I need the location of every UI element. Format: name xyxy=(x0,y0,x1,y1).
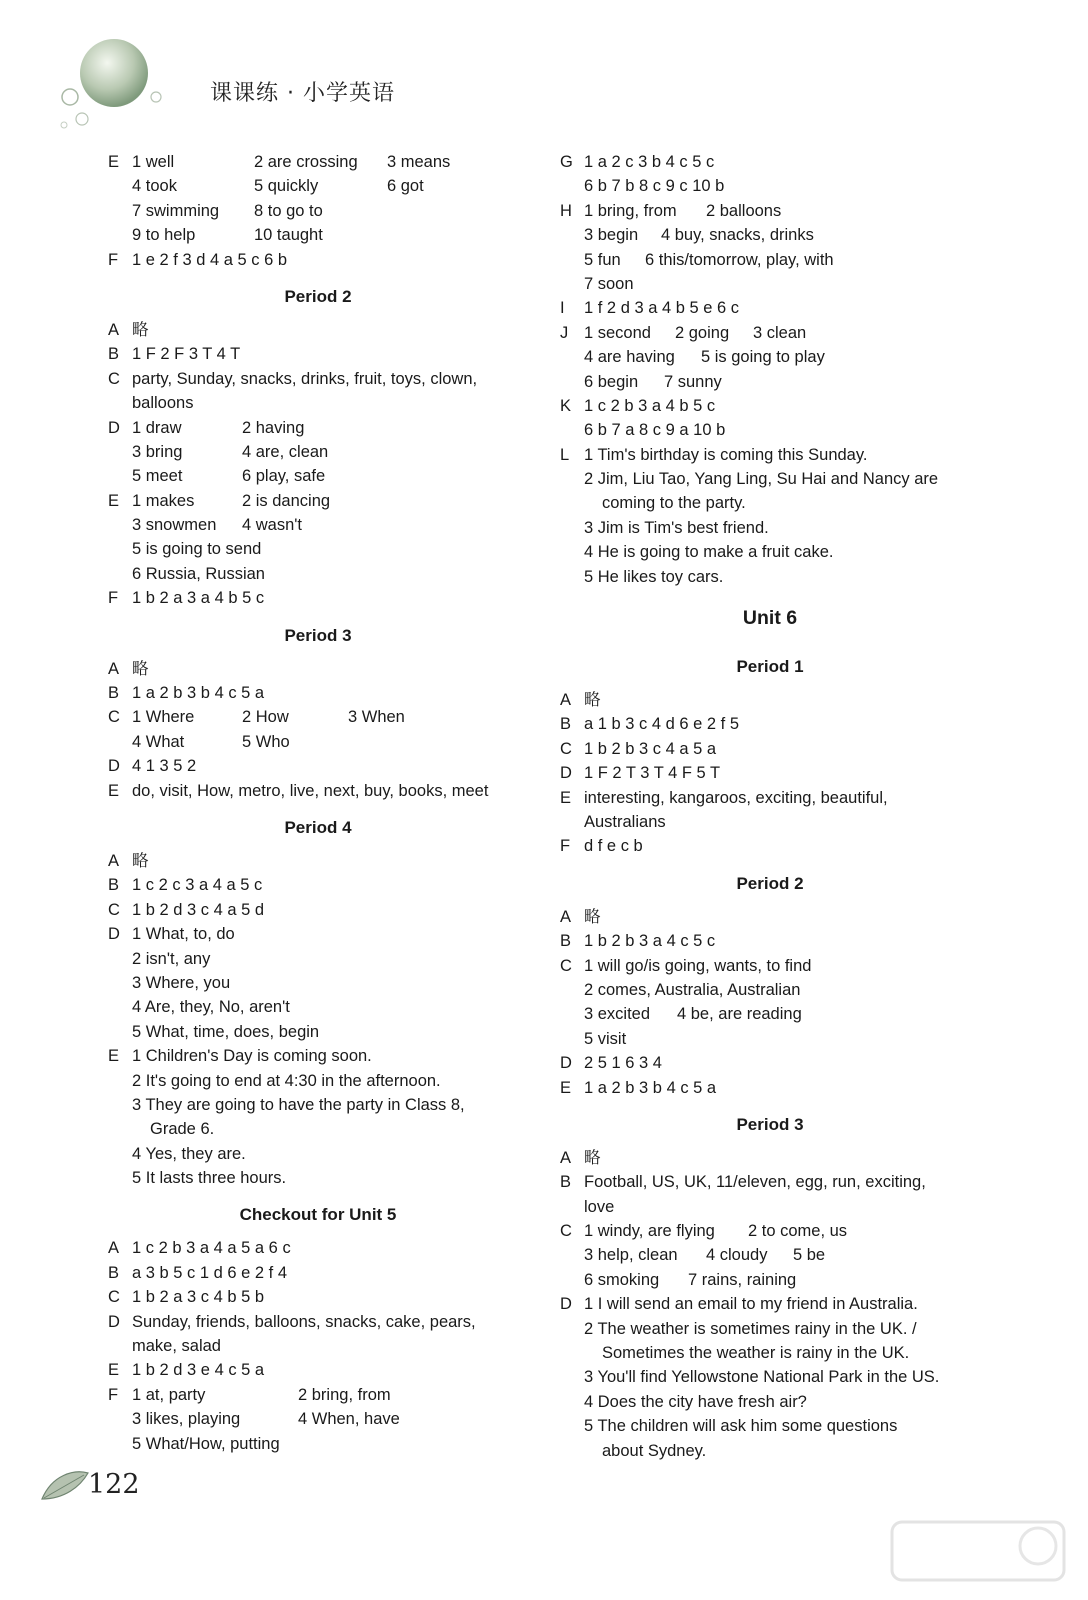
answer-item: 2 going xyxy=(675,323,730,342)
answer-line xyxy=(108,367,528,391)
answer-line xyxy=(108,248,528,272)
exercise-letter: D xyxy=(108,757,120,776)
exercise-letter: E xyxy=(108,1047,120,1066)
answer-line xyxy=(560,737,980,761)
exercise-letter: C xyxy=(560,739,572,758)
answer-item: 6 b 7 a 8 c 9 a 10 b xyxy=(584,421,726,440)
exercise-letter: F xyxy=(108,250,119,269)
page-footer xyxy=(40,1465,240,1515)
answer-item: 3 They are going to have the party in Class 8, xyxy=(132,1095,465,1114)
answer-item: 4 are, clean xyxy=(242,442,329,461)
answer-item: a 1 b 3 c 4 d 6 e 2 f 5 xyxy=(584,715,740,734)
answer-item: 1 f 2 d 3 a 4 b 5 e 6 c xyxy=(584,299,740,318)
answer-line xyxy=(560,418,980,442)
answer-item: 7 rains, raining xyxy=(688,1270,797,1289)
answer-line xyxy=(560,321,980,345)
exercise-letter: I xyxy=(560,299,565,318)
exercise-letter: B xyxy=(560,932,572,951)
exercise-letter: D xyxy=(108,1312,120,1331)
answer-item: do, visit, How, metro, live, next, buy, books, meet xyxy=(132,781,489,800)
exercise-letter: D xyxy=(560,1054,572,1073)
answer-line xyxy=(108,898,528,922)
answer-item: 5 Who xyxy=(242,732,290,751)
answer-item: 4 wasn't xyxy=(242,516,303,535)
answer-line xyxy=(560,540,980,564)
answer-line xyxy=(560,1195,980,1219)
answer-item: 1 b 2 d 3 c 4 a 5 d xyxy=(132,900,265,919)
answer-line xyxy=(108,1383,528,1407)
answer-line xyxy=(560,1292,980,1316)
answer-line xyxy=(108,440,528,464)
answer-item: coming to the party. xyxy=(602,494,746,513)
section-heading: Period 3 xyxy=(736,1114,804,1134)
exercise-letter: C xyxy=(108,900,120,919)
exercise-letter: A xyxy=(560,907,572,926)
unit-title: Unit 6 xyxy=(742,607,798,630)
answer-item: 略 xyxy=(584,1148,601,1167)
exercise-letter: E xyxy=(108,781,120,800)
answer-item: party, Sunday, snacks, drinks, fruit, toys, clown, xyxy=(132,369,478,388)
answer-item: 2 How xyxy=(242,708,289,727)
answer-line xyxy=(560,248,980,272)
answer-item: 1 a 2 b 3 b 4 c 5 a xyxy=(584,1078,717,1097)
answer-line xyxy=(108,754,528,778)
answer-item: 3 means xyxy=(387,153,451,171)
answer-item: 6 this/tomorrow, play, with xyxy=(645,250,834,269)
answer-item: 3 help, clean xyxy=(584,1246,678,1265)
answer-item: 2 is dancing xyxy=(242,491,331,510)
exercise-letter: E xyxy=(108,1361,120,1380)
answer-item: 1 b 2 b 3 c 4 a 5 a xyxy=(584,739,717,758)
answer-line xyxy=(108,1236,528,1260)
answer-item: 1 Tim's birthday is coming this Sunday. xyxy=(584,445,868,464)
exercise-letter: H xyxy=(560,201,572,220)
answer-item: about Sydney. xyxy=(602,1441,707,1460)
answer-item: 1 bring, from xyxy=(584,201,677,220)
answer-line xyxy=(560,1439,980,1463)
answer-line xyxy=(108,199,528,223)
answer-item: 1 What, to, do xyxy=(132,925,235,944)
exercise-letter: C xyxy=(108,369,120,388)
exercise-letter: B xyxy=(560,1173,572,1192)
answer-line xyxy=(108,1093,528,1117)
answer-line xyxy=(108,1069,528,1093)
answer-item: 6 smoking xyxy=(584,1270,660,1289)
answer-line xyxy=(560,1051,980,1075)
answer-item: Football, US, UK, 11/eleven, egg, run, exciting, xyxy=(584,1173,926,1192)
answer-line xyxy=(108,1020,528,1044)
answer-item: 6 begin xyxy=(584,372,639,391)
section-heading: Checkout for Unit 5 xyxy=(239,1205,397,1225)
answer-item: Australians xyxy=(584,812,666,831)
answer-line xyxy=(108,1285,528,1309)
answer-item: love xyxy=(584,1197,615,1216)
exercise-letter: C xyxy=(108,708,120,727)
answer-item: 1 b 2 a 3 a 4 b 5 c xyxy=(132,589,265,608)
answer-line xyxy=(108,922,528,946)
answer-line xyxy=(108,995,528,1019)
answer-line xyxy=(108,391,528,415)
answer-item: 5 is going to send xyxy=(132,540,262,559)
answer-line xyxy=(560,761,980,785)
answer-line xyxy=(560,565,980,589)
answer-item: 5 The children will ask him some questions xyxy=(584,1417,898,1436)
answer-item: 1 e 2 f 3 d 4 a 5 c 6 b xyxy=(132,250,288,269)
answer-item: 2 to come, us xyxy=(748,1222,848,1241)
answer-item: make, salad xyxy=(132,1337,221,1356)
answer-item: 略 xyxy=(132,851,149,870)
answer-line xyxy=(560,1219,980,1243)
answer-line xyxy=(108,1166,528,1190)
answer-item: 1 Where xyxy=(132,708,195,727)
exercise-letter: G xyxy=(560,153,573,171)
exercise-letter: C xyxy=(560,956,572,975)
answer-item: 4 be, are reading xyxy=(677,1005,802,1024)
answer-line xyxy=(560,150,980,174)
exercise-letter: K xyxy=(560,396,572,415)
answer-item: 1 b 2 a 3 c 4 b 5 b xyxy=(132,1288,265,1307)
answer-line xyxy=(560,712,980,736)
section-heading: Period 2 xyxy=(284,286,352,306)
exercise-letter: D xyxy=(108,418,120,437)
answer-line xyxy=(560,1002,980,1026)
answer-line xyxy=(560,467,980,491)
answer-item: 5 It lasts three hours. xyxy=(132,1169,287,1188)
answer-item: 略 xyxy=(584,691,601,710)
answer-item: 3 snowmen xyxy=(132,516,217,535)
section-heading: Period 2 xyxy=(736,873,804,893)
answer-item: 1 well xyxy=(132,153,175,171)
answer-line xyxy=(108,464,528,488)
exercise-letter: A xyxy=(108,1239,120,1258)
exercise-letter: E xyxy=(108,491,120,510)
answer-item: 1 makes xyxy=(132,491,195,510)
answer-line xyxy=(108,1261,528,1285)
exercise-letter: D xyxy=(560,764,572,783)
answer-item: 10 taught xyxy=(254,226,323,245)
answer-line xyxy=(560,1341,980,1365)
answer-item: 3 Jim is Tim's best friend. xyxy=(584,518,769,537)
answer-line xyxy=(560,1170,980,1194)
answer-item: 2 having xyxy=(242,418,305,437)
answer-item: 9 to help xyxy=(132,226,196,245)
answer-line xyxy=(560,688,980,712)
answer-item: 1 a 2 b 3 b 4 c 5 a xyxy=(132,684,265,703)
answer-line xyxy=(108,150,528,174)
answer-line xyxy=(560,1317,980,1341)
answer-line xyxy=(108,174,528,198)
answer-item: 2 comes, Australia, Australian xyxy=(584,980,801,999)
answer-line xyxy=(560,199,980,223)
answer-item: 5 is going to play xyxy=(701,348,825,367)
answer-item: 5 be xyxy=(793,1246,826,1265)
answer-item: interesting, kangaroos, exciting, beautiful, xyxy=(584,788,888,807)
answer-item: 2 balloons xyxy=(706,201,782,220)
answer-line xyxy=(560,1268,980,1292)
answer-line xyxy=(108,1310,528,1334)
answer-line xyxy=(108,849,528,873)
answer-item: 6 got xyxy=(387,177,424,196)
answer-line xyxy=(560,1243,980,1267)
answer-line xyxy=(560,978,980,1002)
exercise-letter: A xyxy=(560,691,572,710)
answer-item: 4 buy, snacks, drinks xyxy=(661,226,814,245)
answer-line xyxy=(108,705,528,729)
exercise-letter: E xyxy=(108,153,120,171)
answer-line xyxy=(560,1076,980,1100)
answer-item: 3 When xyxy=(348,708,405,727)
page-header xyxy=(30,30,450,140)
answer-line xyxy=(560,954,980,978)
answer-item: 6 play, safe xyxy=(242,467,326,486)
answer-item: 略 xyxy=(132,320,149,339)
answer-item: 3 likes, playing xyxy=(132,1410,241,1429)
exercise-letter: F xyxy=(108,589,119,608)
answer-line xyxy=(108,562,528,586)
section-heading: Period 1 xyxy=(736,657,804,677)
answer-line xyxy=(108,1334,528,1358)
answer-item: 1 F 2 F 3 T 4 T xyxy=(132,345,241,364)
answer-line xyxy=(560,516,980,540)
answer-item: 1 second xyxy=(584,323,651,342)
answer-line xyxy=(108,223,528,247)
page-header-title: 课课练 · 小学英语 xyxy=(210,81,395,106)
watermark-logo-icon xyxy=(888,1516,1068,1586)
answer-line xyxy=(560,786,980,810)
answer-item: 4 Are, they, No, aren't xyxy=(132,998,290,1017)
answer-line xyxy=(560,1365,980,1389)
answer-item: 3 bring xyxy=(132,442,183,461)
answer-item: Grade 6. xyxy=(150,1120,215,1139)
leaf-icon xyxy=(40,1469,90,1505)
answer-line xyxy=(560,370,980,394)
exercise-letter: B xyxy=(108,876,120,895)
answer-line xyxy=(560,296,980,320)
answer-item: 2 bring, from xyxy=(298,1385,391,1404)
answer-item: 5 meet xyxy=(132,467,183,486)
exercise-letter: F xyxy=(108,1385,119,1404)
answer-line xyxy=(560,223,980,247)
exercise-letter: J xyxy=(560,323,569,342)
answer-item: 1 windy, are flying xyxy=(584,1222,715,1241)
answer-item: 1 c 2 b 3 a 4 a 5 a 6 c xyxy=(132,1239,291,1258)
answer-item: Sunday, friends, balloons, snacks, cake, pears, xyxy=(132,1312,476,1331)
answer-item: 略 xyxy=(132,659,149,678)
answer-line xyxy=(108,537,528,561)
answer-item: 4 Yes, they are. xyxy=(132,1144,246,1163)
answer-item: 1 a 2 c 3 b 4 c 5 c xyxy=(584,153,715,171)
answer-line xyxy=(108,586,528,610)
answer-line xyxy=(560,810,980,834)
exercise-letter: A xyxy=(108,320,120,339)
answer-line xyxy=(108,873,528,897)
answer-item: 1 b 2 d 3 e 4 c 5 a xyxy=(132,1361,265,1380)
right-answer-column xyxy=(560,150,980,1463)
answer-item: 7 sunny xyxy=(664,372,722,391)
answer-item: 5 What, time, does, begin xyxy=(132,1022,320,1041)
answer-item: 4 1 3 5 2 xyxy=(132,757,197,776)
answer-item: 2 5 1 6 3 4 xyxy=(584,1054,662,1073)
answer-line xyxy=(560,929,980,953)
answer-item: 1 c 2 b 3 a 4 b 5 c xyxy=(584,396,716,415)
answer-line xyxy=(108,318,528,342)
answer-item: 1 Children's Day is coming soon. xyxy=(132,1047,372,1066)
exercise-letter: C xyxy=(560,1222,572,1241)
exercise-letter: A xyxy=(560,1148,572,1167)
exercise-letter: A xyxy=(108,659,120,678)
answer-line xyxy=(560,272,980,296)
section-heading: Period 3 xyxy=(284,625,352,645)
answer-item: 3 Where, you xyxy=(132,973,231,992)
answer-line xyxy=(108,1432,528,1456)
answer-line xyxy=(560,174,980,198)
answer-item: 4 When, have xyxy=(298,1410,400,1429)
answer-item: 2 are crossing xyxy=(254,153,358,171)
answer-item: 4 cloudy xyxy=(706,1246,768,1265)
answer-item: 1 at, party xyxy=(132,1385,206,1404)
answer-item: 6 b 7 b 8 c 9 c 10 b xyxy=(584,177,725,196)
answer-item: 4 What xyxy=(132,732,185,751)
answer-line xyxy=(560,905,980,929)
answer-line xyxy=(108,513,528,537)
answer-item: 1 will go/is going, wants, to find xyxy=(584,956,812,975)
answer-line xyxy=(108,681,528,705)
exercise-letter: L xyxy=(560,445,570,464)
answer-item: Sometimes the weather is rainy in the UK. xyxy=(602,1344,910,1363)
answer-line xyxy=(560,1390,980,1414)
answer-line xyxy=(560,1027,980,1051)
exercise-letter: C xyxy=(108,1288,120,1307)
exercise-letter: B xyxy=(560,715,572,734)
answer-line xyxy=(560,834,980,858)
answer-item: 3 You'll find Yellowstone National Park in the US. xyxy=(584,1368,940,1387)
answer-line xyxy=(560,491,980,515)
answer-item: 5 fun xyxy=(584,250,621,269)
answer-item: 7 swimming xyxy=(132,201,220,220)
page-number: 122 xyxy=(88,1469,140,1500)
answer-line xyxy=(108,657,528,681)
answer-line xyxy=(108,730,528,754)
answer-line xyxy=(108,1117,528,1141)
answer-item: 3 begin xyxy=(584,226,639,245)
exercise-letter: D xyxy=(108,925,120,944)
exercise-letter: B xyxy=(108,345,120,364)
answer-line xyxy=(560,345,980,369)
answer-item: 2 The weather is sometimes rainy in the UK. / xyxy=(584,1319,917,1338)
answer-item: 2 isn't, any xyxy=(132,949,211,968)
answer-item: 5 What/How, putting xyxy=(132,1434,280,1453)
answer-line xyxy=(108,489,528,513)
answer-item: 3 excited xyxy=(584,1005,651,1024)
answer-line xyxy=(108,779,528,803)
exercise-letter: D xyxy=(560,1295,572,1314)
answer-item: 5 He likes toy cars. xyxy=(584,567,724,586)
answer-item: 5 visit xyxy=(584,1029,627,1048)
exercise-letter: B xyxy=(108,1263,120,1282)
answer-item: 7 soon xyxy=(584,274,634,293)
answer-item: 4 He is going to make a fruit cake. xyxy=(584,543,834,562)
answer-line xyxy=(108,1044,528,1068)
section-heading: Period 4 xyxy=(284,817,352,837)
answer-item: 4 Does the city have fresh air? xyxy=(584,1392,807,1411)
answer-item: balloons xyxy=(132,394,194,413)
answer-line xyxy=(108,1142,528,1166)
answer-line xyxy=(560,443,980,467)
answer-item: 1 c 2 c 3 a 4 a 5 c xyxy=(132,876,263,895)
answer-item: d f e c b xyxy=(584,837,643,856)
answer-item: a 3 b 5 c 1 d 6 e 2 f 4 xyxy=(132,1263,288,1282)
exercise-letter: E xyxy=(560,1078,572,1097)
exercise-letter: A xyxy=(108,851,120,870)
exercise-letter: E xyxy=(560,788,572,807)
answer-item: 8 to go to xyxy=(254,201,323,220)
bubble-logo-icon xyxy=(52,35,162,135)
answer-line xyxy=(108,416,528,440)
answer-item: 1 I will send an email to my friend in Australia. xyxy=(584,1295,918,1314)
exercise-letter: F xyxy=(560,837,571,856)
answer-line xyxy=(108,342,528,366)
answer-item: 略 xyxy=(584,907,601,926)
answer-item: 1 F 2 T 3 T 4 F 5 T xyxy=(584,764,721,783)
answer-item: 3 clean xyxy=(753,323,807,342)
answer-item: 4 are having xyxy=(584,348,675,367)
answer-item: 2 It's going to end at 4:30 in the afternoon. xyxy=(132,1071,441,1090)
answer-item: 1 b 2 b 3 a 4 c 5 c xyxy=(584,932,716,951)
answer-item: 5 quickly xyxy=(254,177,319,196)
answer-line xyxy=(108,971,528,995)
answer-line xyxy=(108,947,528,971)
exercise-letter: B xyxy=(108,684,120,703)
answer-item: 2 Jim, Liu Tao, Yang Ling, Su Hai and Nancy are xyxy=(584,470,939,489)
answer-line xyxy=(560,1146,980,1170)
left-answer-column xyxy=(108,150,528,1456)
answer-line xyxy=(108,1358,528,1382)
answer-line xyxy=(108,1407,528,1431)
answer-item: 4 took xyxy=(132,177,177,196)
answer-line xyxy=(560,1414,980,1438)
answer-item: 6 Russia, Russian xyxy=(132,564,265,583)
answer-item: 1 draw xyxy=(132,418,182,437)
answer-line xyxy=(560,394,980,418)
